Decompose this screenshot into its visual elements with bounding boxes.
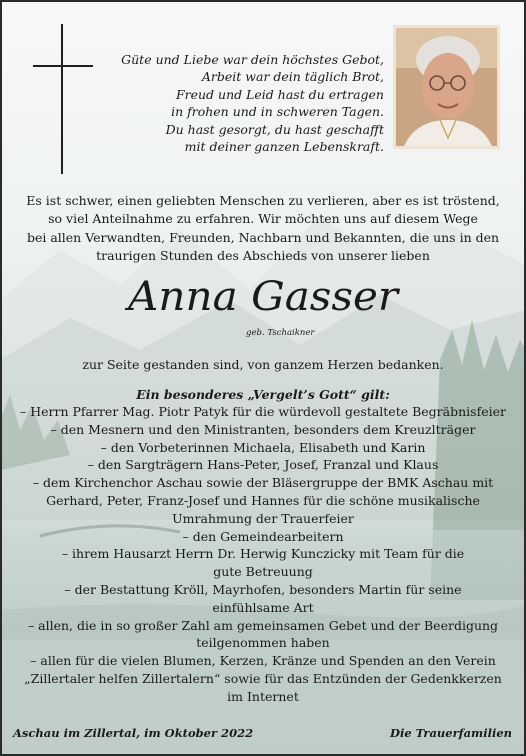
poem-line: Du hast gesorgt, du hast geschafft [165, 121, 384, 137]
deceased-name [120, 272, 406, 322]
list-item: gute Betreuung [213, 564, 313, 580]
list-item: teilgenommen haben [196, 635, 330, 651]
deceased-name-svg [120, 272, 406, 322]
family-signature: Die Trauerfamilien [390, 726, 512, 740]
portrait-photo [393, 25, 500, 149]
intro-line: Es ist schwer, einen geliebten Menschen zu verlieren, aber es ist tröstend, [26, 193, 500, 208]
list-item: – Herrn Pfarrer Mag. Piotr Patyk für die würdevoll gestaltete Begräbnisfeier [20, 404, 506, 419]
place-and-date: Aschau im Zillertal, im Oktober 2022 [13, 726, 254, 740]
portrait-image [396, 28, 497, 146]
list-item: – den Sargträgern Hans-Peter, Josef, Franzal und Klaus [87, 457, 439, 473]
poem-line: Freud und Leid hast du ertragen [175, 86, 384, 102]
poem-line: Güte und Liebe war dein höchstes Gebot, [121, 52, 384, 67]
list-item: – allen, die in so großer Zahl am gemeinsamen Gebet und der Beerdigung [27, 617, 499, 633]
deceased-name-text: Anna Gasser [123, 274, 402, 320]
special-thanks-list [12, 403, 514, 706]
list-item: „Zillertaler helfen Zillertalern“ sowie für das Entzünden der Gedenkkerzen [24, 670, 502, 686]
list-item: Gerhard, Peter, Franz-Josef und Hannes für die schöne musikalische [46, 492, 480, 508]
intro-line: bei allen Verwandten, Freunden, Nachbarn und Bekannten, die uns in den [26, 229, 500, 245]
intro-line: so viel Anteilnahme zu erfahren. Wir möchten uns auf diesem Wege [48, 211, 478, 227]
list-item: einfühlsame Art [212, 599, 314, 615]
cross-icon-bar [33, 65, 93, 67]
poem-line: Arbeit war dein täglich Brot, [201, 69, 384, 85]
list-item: – den Mesnern und den Ministranten, besonders dem Kreuzlträger [50, 421, 476, 437]
intro-line: traurigen Stunden des Abschieds von unserer lieben [96, 247, 430, 263]
thanks-line: zur Seite gestanden sind, von ganzem Herzen bedanken. [82, 357, 444, 372]
poem-line: in frohen und in schweren Tagen. [171, 104, 384, 120]
list-item: – den Vorbeterinnen Michaela, Elisabeth und Karin [100, 439, 426, 455]
list-item: – den Gemeindearbeitern [182, 528, 344, 544]
list-item: im Internet [227, 688, 299, 704]
memorial-poem [100, 51, 384, 155]
list-item: – dem Kirchenchor Aschau sowie der Bläsergruppe der BMK Aschau mit [32, 475, 494, 491]
poem-line: mit deiner ganzen Lebenskraft. [184, 139, 384, 155]
list-item: – allen für die vielen Blumen, Kerzen, Kränze und Spenden an den Verein [30, 653, 496, 669]
list-item: – der Bestattung Kröll, Mayrhofen, besonders Martin für seine [64, 581, 462, 597]
list-item: – ihrem Hausarzt Herrn Dr. Herwig Kunczicky mit Team für die [61, 546, 465, 562]
list-item: Umrahmung der Trauerfeier [172, 510, 354, 526]
birth-name: geb. Tschaikner [246, 328, 315, 338]
special-thanks-heading: Ein besonderes „Vergelt’s Gott“ gilt: [136, 387, 390, 402]
intro-text [14, 192, 512, 265]
cross-icon [61, 24, 63, 174]
